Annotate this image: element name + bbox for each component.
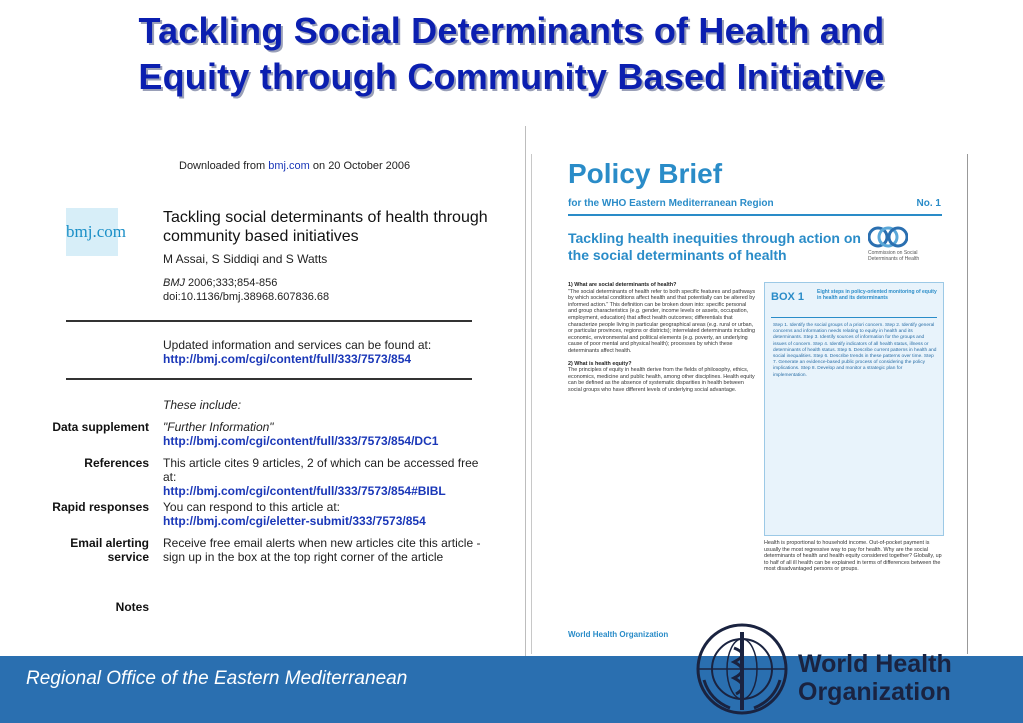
regional-office-label: Regional Office of the Eastern Mediterranean — [26, 668, 408, 689]
slide-title-line-2: Equity through Community Based Initiative — [138, 56, 885, 97]
article-citation — [163, 276, 329, 304]
row-label-data-supplement: Data supplement — [52, 420, 149, 434]
divider — [66, 320, 472, 322]
slide-title-line-1: Tackling Social Determinants of Health and — [138, 10, 885, 51]
row-link[interactable]: http://bmj.com/cgi/eletter-submit/333/7573/854 — [163, 514, 426, 528]
question-1-body: "The social determinants of health refer to both specific features and pathways by which societal conditions affect health and that potentially can be altered by informed action." This definition can be broken down into: specific personal and group characteristics (e.g. gender, income levels or assets, occupation, employment, education) that affect health outcomes; differentials that characterize people living in particular geographical areas (e.g. rural or urban, or particular provinces, regions or districts); interrelated determinants including economic, environmental and political elements (e.g. poverty, an underlying cause of poor mental and physical health); processes by which these determinants affect health. — [568, 288, 756, 354]
citation-journal: BMJ — [163, 277, 185, 289]
who-mini-logo: World Health Organization — [568, 630, 669, 639]
box-1 — [764, 282, 944, 536]
policy-brief-column-2: Health is proportional to household income. Out-of-pocket payment is usually the most regressive way to pay for health. Why are the social determinants of health and health equity considered together? Globally, up to half of all ill health can be explained in terms of differences between the most disadvantaged persons or groups. — [764, 540, 942, 573]
row-text: Receive free email alerts when new articles cite this article - sign up in the box at the top right corner of the article — [163, 536, 481, 564]
download-note — [179, 160, 410, 172]
question-2-body: The principles of equity in health derive from the fields of philosophy, ethics, economics, medicine and public health, among other disciplines. Health equity can be defined as the absence of systematic disparities in health between social groups who have different levels of underlying social advantage. — [568, 367, 755, 393]
question-1: 1) What are social determinants of health? — [568, 282, 677, 288]
question-2: 2) What is health equity? — [568, 360, 632, 367]
updated-info — [163, 338, 483, 366]
policy-brief-title: Policy Brief — [568, 158, 723, 189]
download-prefix: Downloaded from — [179, 160, 269, 172]
download-suffix: on 20 October 2006 — [309, 160, 411, 172]
commission-name: Commission on Social Determinants of Health — [868, 250, 920, 262]
bmj-logo: bmj.com — [66, 208, 118, 256]
policy-brief-subtitle: Tackling health inequities through action on the social determinants of health — [568, 230, 861, 263]
row-text: "Further Information" — [163, 420, 274, 434]
row-label-references: References — [84, 456, 149, 470]
divider — [771, 317, 937, 318]
updated-link[interactable]: http://bmj.com/cgi/content/full/333/7573/854 — [163, 352, 412, 366]
divider — [568, 214, 942, 216]
policy-brief-number: No. 1 — [916, 198, 941, 209]
updated-text: Updated information and services can be found at: — [163, 338, 432, 352]
row-data-supplement — [163, 420, 483, 448]
policy-brief-column-1 — [568, 282, 756, 394]
citation-details: 2006;333;854-856 — [185, 277, 278, 289]
these-include: These include: — [163, 398, 242, 412]
row-label-email-alerting: Email alerting service — [70, 536, 149, 564]
who-wordmark-line-1: World Health — [798, 650, 952, 678]
divider — [66, 378, 472, 380]
box-1-label: BOX 1 — [771, 291, 805, 303]
article-authors: M Assai, S Siddiqi and S Watts — [163, 252, 328, 266]
article-doi: doi:10.1136/bmj.38968.607836.68 — [163, 291, 330, 303]
row-text: You can respond to this article at: — [163, 500, 340, 514]
row-email-alerting — [163, 536, 483, 564]
commission-logo-icon — [868, 226, 908, 248]
slide-title — [0, 8, 1023, 100]
row-label-rapid-responses: Rapid responses — [52, 500, 149, 514]
row-references — [163, 456, 483, 498]
article-title: Tackling social determinants of health through community based initiatives — [163, 209, 488, 245]
bmj-document — [3, 126, 526, 656]
box-1-heading: Eight steps in policy-oriented monitoring of equity in health and its determinants — [817, 289, 937, 301]
row-link[interactable]: http://bmj.com/cgi/content/full/333/7573/854#BIBL — [163, 484, 446, 498]
policy-brief-document — [531, 154, 968, 654]
who-emblem-icon — [690, 620, 794, 718]
row-link[interactable]: http://bmj.com/cgi/content/full/333/7573/854/DC1 — [163, 434, 439, 448]
row-rapid-responses — [163, 500, 483, 528]
policy-brief-region: for the WHO Eastern Mediterranean Region — [568, 198, 774, 209]
row-text: This article cites 9 articles, 2 of which can be accessed free at: — [163, 456, 479, 484]
box-1-text: Step 1. Identify the social groups of a priori concern. Step 2. Identify general concerns and information needs relating to equity in health and its determinants. Step 3. Identify sources of information for the groups and issues of concern. Step 4. Identify indicators of all health status, illness or determinants of health status. Step 5. Describe current patterns in health and social inequalities. Step 6. Describe trends in these patterns over time. Step 7. Generate an evidence-based public process of considering the policy implications. Step 8. Develop and monitor a strategic plan for implementation. — [773, 323, 937, 378]
bmj-link[interactable]: bmj.com — [268, 160, 310, 172]
who-wordmark-line-2: Organization — [798, 678, 951, 706]
who-wordmark — [798, 650, 952, 706]
row-label-notes: Notes — [115, 600, 149, 614]
